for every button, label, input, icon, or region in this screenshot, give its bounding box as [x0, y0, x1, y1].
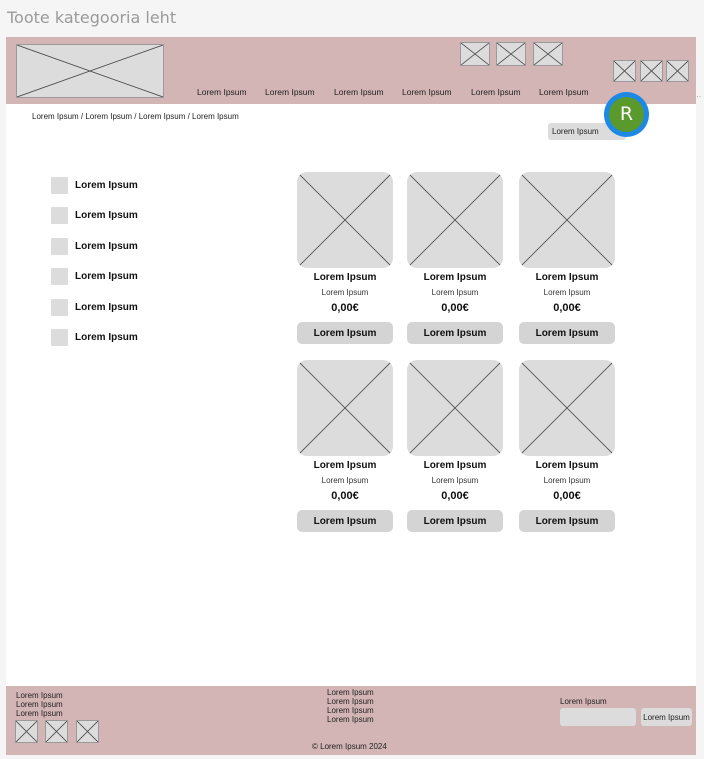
nav-link-1[interactable]: Lorem Ipsum — [197, 87, 247, 97]
product-name[interactable]: Lorem Ipsum — [535, 460, 599, 471]
product-card-6[interactable] — [519, 360, 615, 532]
product-price: 0,00€ — [553, 302, 581, 314]
footer-center-link-3[interactable]: Lorem Ipsum — [327, 706, 374, 715]
social-icon-3[interactable] — [76, 720, 99, 743]
add-to-cart-button[interactable]: Lorem Ipsum — [297, 510, 393, 532]
newsletter-label: Lorem Ipsum — [560, 697, 607, 706]
product-description: Lorem Ipsum — [321, 288, 369, 297]
filter-checkbox[interactable] — [51, 329, 68, 346]
filter-item-3[interactable] — [51, 238, 138, 255]
product-name[interactable]: Lorem Ipsum — [423, 460, 487, 471]
product-image-placeholder-icon[interactable] — [519, 360, 615, 456]
product-card-4[interactable] — [297, 360, 393, 532]
product-description: Lorem Ipsum — [543, 288, 591, 297]
social-icon-2[interactable] — [45, 720, 68, 743]
filter-item-6[interactable] — [51, 329, 138, 346]
product-card-3[interactable] — [519, 172, 615, 344]
product-name[interactable]: Lorem Ipsum — [313, 460, 377, 471]
header-top-icon-2[interactable] — [496, 42, 526, 66]
filter-checkbox[interactable] — [51, 268, 68, 285]
filter-checkbox[interactable] — [51, 238, 68, 255]
newsletter-email-input[interactable] — [560, 708, 636, 726]
product-name[interactable]: Lorem Ipsum — [423, 272, 487, 283]
header-top-icon-3[interactable] — [533, 42, 563, 66]
product-image-placeholder-icon[interactable] — [407, 172, 503, 268]
sort-select-value: Lorem Ipsum — [552, 127, 599, 136]
nav-link-2[interactable]: Lorem Ipsum — [265, 87, 315, 97]
header-right-icon-1[interactable] — [613, 60, 636, 82]
nav-link-4[interactable]: Lorem Ipsum — [402, 87, 452, 97]
site-footer — [6, 686, 696, 755]
product-description: Lorem Ipsum — [431, 288, 479, 297]
logo-placeholder-icon[interactable] — [16, 44, 164, 98]
filter-checkbox[interactable] — [51, 299, 68, 316]
product-price: 0,00€ — [441, 490, 469, 502]
footer-center-link-4[interactable]: Lorem Ipsum — [327, 715, 374, 724]
footer-left-link-3[interactable]: Lorem Ipsum — [16, 709, 63, 718]
product-image-placeholder-icon[interactable] — [407, 360, 503, 456]
user-avatar[interactable] — [604, 92, 649, 137]
product-description: Lorem Ipsum — [321, 476, 369, 485]
site-header — [6, 37, 696, 104]
nav-link-5[interactable]: Lorem Ipsum — [471, 87, 521, 97]
filter-item-5[interactable] — [51, 299, 138, 316]
copyright-text: © Lorem Ipsum 2024 — [312, 742, 387, 751]
product-description: Lorem Ipsum — [543, 476, 591, 485]
overflow-dots: ·· — [696, 92, 702, 101]
footer-center-link-2[interactable]: Lorem Ipsum — [327, 697, 374, 706]
product-price: 0,00€ — [331, 302, 359, 314]
header-right-icon-3[interactable] — [666, 60, 689, 82]
product-card-1[interactable] — [297, 172, 393, 344]
page-frame — [6, 37, 696, 755]
add-to-cart-button[interactable]: Lorem Ipsum — [297, 322, 393, 344]
filter-item-1[interactable] — [51, 177, 138, 194]
product-image-placeholder-icon[interactable] — [297, 172, 393, 268]
add-to-cart-button[interactable]: Lorem Ipsum — [519, 322, 615, 344]
nav-link-6[interactable]: Lorem Ipsum — [539, 87, 589, 97]
footer-center-link-1[interactable]: Lorem Ipsum — [327, 688, 374, 697]
add-to-cart-button[interactable]: Lorem Ipsum — [407, 510, 503, 532]
product-name[interactable]: Lorem Ipsum — [313, 272, 377, 283]
avatar-initial: R — [609, 97, 644, 132]
header-right-icon-2[interactable] — [640, 60, 663, 82]
product-name[interactable]: Lorem Ipsum — [535, 272, 599, 283]
add-to-cart-button[interactable]: Lorem Ipsum — [519, 510, 615, 532]
filter-label: Lorem Ipsum — [75, 302, 138, 313]
nav-link-3[interactable]: Lorem Ipsum — [334, 87, 384, 97]
filter-item-4[interactable] — [51, 268, 138, 285]
filter-item-2[interactable] — [51, 207, 138, 224]
social-icon-1[interactable] — [15, 720, 38, 743]
newsletter-submit-button[interactable]: Lorem Ipsum — [641, 708, 692, 726]
product-image-placeholder-icon[interactable] — [519, 172, 615, 268]
product-card-2[interactable] — [407, 172, 503, 344]
filter-label: Lorem Ipsum — [75, 180, 138, 191]
header-top-icon-1[interactable] — [460, 42, 490, 66]
footer-left-link-2[interactable]: Lorem Ipsum — [16, 700, 63, 709]
product-price: 0,00€ — [441, 302, 469, 314]
filter-label: Lorem Ipsum — [75, 210, 138, 221]
filter-checkbox[interactable] — [51, 177, 68, 194]
filter-checkbox[interactable] — [51, 207, 68, 224]
product-card-5[interactable] — [407, 360, 503, 532]
footer-left-link-1[interactable]: Lorem Ipsum — [16, 691, 63, 700]
frame-title: Toote kategooria leht — [7, 8, 177, 27]
breadcrumb[interactable]: Lorem Ipsum / Lorem Ipsum / Lorem Ipsum / Lorem Ipsum — [32, 112, 239, 121]
product-description: Lorem Ipsum — [431, 476, 479, 485]
add-to-cart-button[interactable]: Lorem Ipsum — [407, 322, 503, 344]
filter-label: Lorem Ipsum — [75, 332, 138, 343]
product-price: 0,00€ — [331, 490, 359, 502]
filter-label: Lorem Ipsum — [75, 271, 138, 282]
product-image-placeholder-icon[interactable] — [297, 360, 393, 456]
filter-label: Lorem Ipsum — [75, 241, 138, 252]
product-price: 0,00€ — [553, 490, 581, 502]
